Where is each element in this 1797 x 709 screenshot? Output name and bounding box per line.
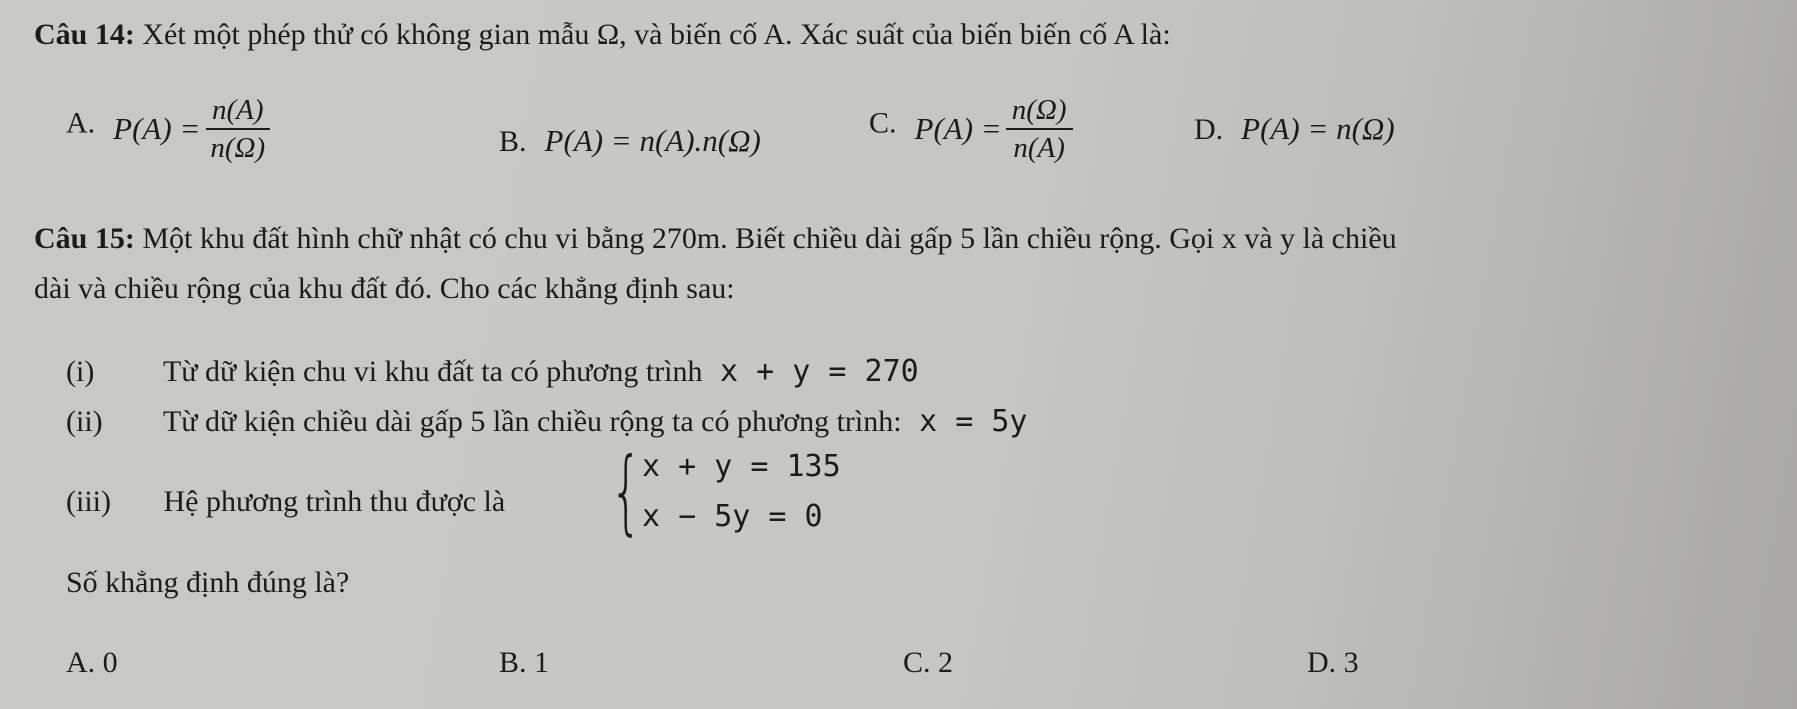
system-brace: {	[610, 438, 643, 545]
answer-label: C.	[903, 646, 931, 679]
answer-value: 0	[102, 646, 118, 679]
q15-statement-iii	[66, 485, 505, 519]
q14-option-c-denominator: n(A)	[1013, 132, 1065, 164]
q14-option-d-label: D.	[1194, 113, 1224, 146]
q14-option-b-label: B.	[499, 125, 527, 158]
q14-title-line	[34, 18, 1171, 52]
q15-text-line2: dài và chiều rộng của khu đất đó. Cho các khẳng định sau:	[34, 272, 735, 305]
q14-option-b	[499, 123, 761, 159]
q14-text: Xét một phép thử có không gian mẫu Ω, và biến cố A. Xác suất của biến biến cố A là:	[142, 18, 1171, 51]
q14-option-a	[66, 92, 271, 166]
statement-text: Từ dữ kiện chiều dài gấp 5 lần chiều rộng ta có phương trình:	[162, 405, 902, 438]
q14-option-a-label: A.	[66, 106, 96, 140]
q15-answer-a	[66, 646, 118, 680]
answer-value: 1	[534, 646, 550, 679]
q14-option-a-denominator: n(Ω)	[210, 132, 266, 164]
statement-text: Hệ phương trình thu được là	[163, 485, 506, 518]
q14-option-c	[869, 92, 1073, 166]
q15-answer-c	[903, 646, 953, 680]
q15-answer-b	[499, 646, 549, 680]
q14-option-c-label: C.	[869, 106, 897, 140]
statement-equation: x = 5y	[919, 404, 1028, 439]
system-equation-2: x − 5y = 0	[642, 499, 823, 534]
q14-option-c-lhs: P(A) =	[914, 111, 1002, 146]
statement-number: (ii)	[66, 405, 103, 438]
q14-option-b-expr: P(A) = n(A).n(Ω)	[544, 123, 761, 158]
q15-statement-ii	[66, 404, 1027, 439]
statement-equation: x + y = 270	[720, 354, 919, 389]
q15-label: Câu 15:	[34, 222, 135, 255]
q15-text-line1	[34, 222, 1397, 256]
q15-text-1: Một khu đất hình chữ nhật có chu vi bằng 270m. Biết chiều dài gấp 5 lần chiều rộng. Gọi x và y là chiều	[142, 222, 1397, 255]
q15-answer-d	[1307, 646, 1359, 680]
q15-question: Số khẳng định đúng là?	[66, 566, 350, 599]
statement-text: Từ dữ kiện chu vi khu đất ta có phương trình	[162, 355, 703, 388]
answer-label: D.	[1307, 646, 1337, 679]
q15-statement-i	[66, 354, 919, 389]
q14-option-a-lhs: P(A) =	[113, 111, 201, 146]
q14-option-d-expr: P(A) = n(Ω)	[1241, 111, 1395, 146]
q14-option-a-fraction	[204, 92, 271, 166]
q14-option-c-numerator: n(Ω)	[1006, 92, 1073, 130]
answer-label: B.	[499, 646, 527, 679]
q14-option-c-fraction	[1006, 92, 1073, 166]
q14-label: Câu 14:	[34, 18, 135, 51]
answer-value: 3	[1343, 646, 1359, 679]
system-equation-1: x + y = 135	[642, 449, 841, 484]
q14-option-d	[1194, 111, 1395, 147]
answer-value: 2	[938, 646, 954, 679]
answer-label: A.	[66, 646, 96, 679]
statement-number: (iii)	[66, 485, 111, 518]
q14-option-a-numerator: n(A)	[206, 92, 270, 130]
statement-number: (i)	[66, 355, 95, 388]
